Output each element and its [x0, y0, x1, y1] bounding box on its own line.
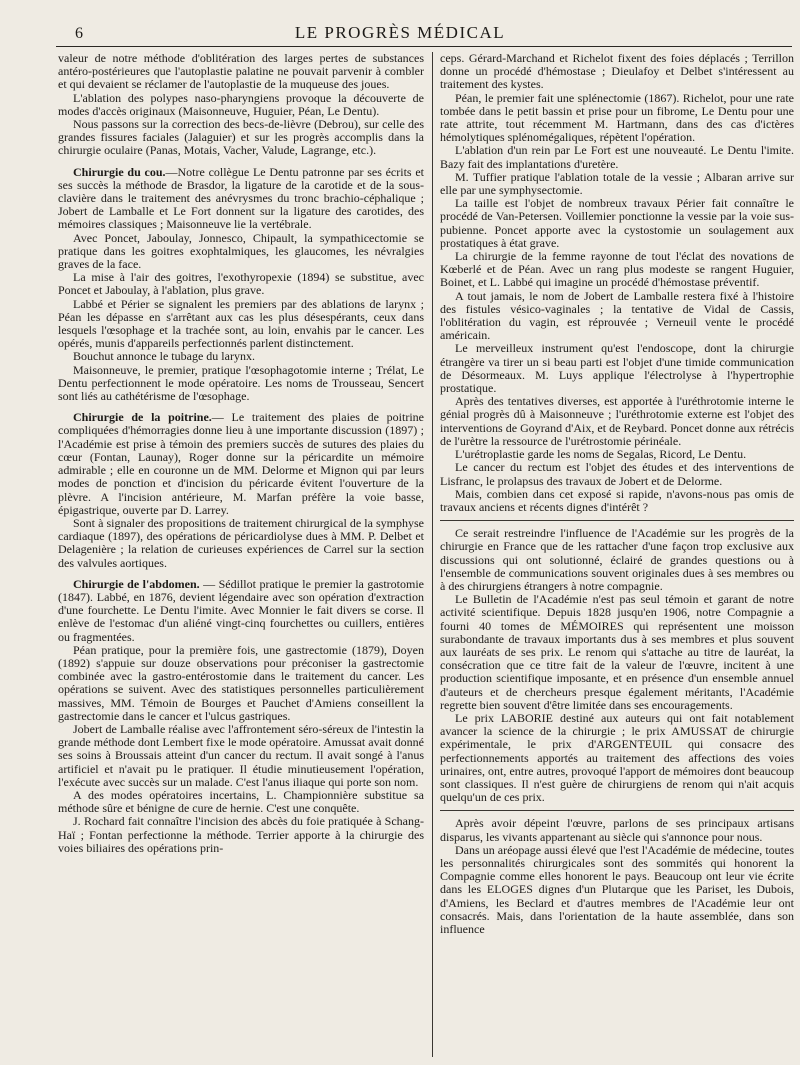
- section-paragraph: [58, 411, 424, 517]
- left-column: [58, 52, 424, 1057]
- page-number: 6: [75, 25, 83, 42]
- paragraph: Le merveilleux instrument qu'est l'endoscope, dont la chirurgie étrangère va tirer un si beau parti est l'objet d'une timide communication de Désormeaux. M. Luys applique l'électrolyse à l'hypertrophie prostatique.: [440, 341, 794, 396]
- paragraph: Bouchut annonce le tubage du larynx.: [73, 349, 255, 364]
- paragraph: Après des tentatives diverses, est apportée à l'uréthrotomie interne le génial progrès dû à Maisonneuve ; l'uréthrotomie externe est l'objet des interventions de Goyrand d'Aix, et de Reybard. Poncet donne aux rétrécis de l'urètre la ressource de l'urétrostomie périnéale.: [440, 394, 794, 448]
- paragraph: Maisonneuve, le premier, pratique l'œsophagotomie interne ; Trélat, Le Dentu perfectionnent le mode opératoire. Les noms de Trousseau, Sencert sont liés au cathétérisme de l'œsophage.: [58, 362, 424, 404]
- right-column: [440, 52, 794, 1057]
- section-paragraph: [58, 578, 424, 644]
- section-text: — Sédillot pratique le premier la gastrotomie (1847). Labbé, en 1876, devient légendaire avec son opération d'extraction d'une fourchette. Le Dentu l'imite. Avec Monnier le fait divers se corse. Il enlève de l'estomac d'un aliéné vingt-cinq fourchettes ou cuillers, entières ou fragmentées.: [58, 576, 424, 644]
- paragraph: L'ablation d'un rein par Le Fort est une nouveauté. Le Dentu l'imite. Bazy fait des implantations d'uretère.: [440, 143, 794, 171]
- paragraph: M. Tuffier pratique l'ablation totale de la vessie ; Albaran arrive sur elle par une symphysectomie.: [440, 169, 794, 198]
- paragraph: La mise à l'air des goitres, l'exothyropexie (1894) se substitue, avec Poncet et Jaboulay, à l'ablation, plus grave.: [58, 270, 424, 298]
- paragraph: Labbé et Périer se signalent les premiers par des ablations de larynx ; Péan les dépasse en s'arrêtant aux cas les plus désespérants, ceux dans lesquels l'œsophage et la trachée sont, au loin, envahis par le cancer. Les opérés, munis d'appareils perfectionnés parlent distinctement.: [58, 296, 424, 351]
- paragraph: Le prix LABORIE destiné aux auteurs qui ont fait notablement avancer la science de la chirurgie ; le prix AMUSSAT de chirurgie expérimentale, le prix d'ARGENTEUIL qui consacre des perfectionnements apportés au traitement des affections des voies urinaires, ont, entre autres, provoqué l'apport de mémoires dont beaucoup sont classiques. Il n'est guère de chirurgiens de renom qui n'ait acquis quelqu'un de ces prix.: [440, 710, 794, 805]
- section-text: — Le traitement des plaies de poitrine compliquées d'hémorragies donne lieu à une importante discussion (1897) ; l'Académie est prise à témoin des premiers succès de sutures des plaies du cœur (Fontan, Launay), Roger donne sur la péricardite un mémoire admirable ; elle en couronne un de MM. Delorme et Mignon qui par leurs modes de ponction et d'incision du péricarde évitent l'ouverture de la plèvre. A l'incision antérieure, M. Marfan préfère la voie basse, épigastrique, ouverte par D. Larrey.: [58, 410, 424, 517]
- paragraph: Nous passons sur la correction des becs-de-lièvre (Debrou), sur celle des grandes fissures faciales (Jalaguier) et sur les progrès accomplis dans la chirurgie oculaire (Panas, Motais, Vacher, Valude, Lagrange, etc.).: [58, 117, 424, 158]
- column-divider: [432, 52, 433, 1057]
- paragraph: Ce serait restreindre l'influence de l'Académie sur les progrès de la chirurgie en France que de les rattacher d'une façon trop exclusive aux discussions qui ont solutionné, éclairé de grandes questions ou à l'ensemble de communications souvent originales dues à ses membres ou à des chirurgiens étrangers à notre compagnie.: [440, 526, 794, 593]
- paragraph: Le cancer du rectum est l'objet des études et des interventions de Lisfranc, le prolapsus des travaux de Jobert et de Delorme.: [440, 460, 794, 488]
- section-separator: [440, 520, 794, 521]
- paragraph: Après avoir dépeint l'œuvre, parlons de ses principaux artisans disparus, les vivants appartenant au siècle qui s'annonce pour nous.: [440, 816, 794, 844]
- section-heading: Chirurgie de l'abdomen.: [73, 576, 200, 591]
- paragraph: Péan, le premier fait une splénectomie (1867). Richelot, pour une rate tombée dans le petit bassin et prise pour un fibrome, Le Dentu pour une rate attrite, tout récemment M. Hartmann, dans des cas d'ictères hémolytiques splénomégaliques, répètent l'opération.: [440, 90, 794, 145]
- section-paragraph: [58, 166, 424, 232]
- paragraph: ceps. Gérard-Marchand et Richelot fixent des foies déplacés ; Terrillon donne un procédé d'hémostase ; Dieulafoy et Delbet s'intéressent au traitement des kystes.: [440, 52, 794, 92]
- paragraph: Mais, combien dans cet exposé si rapide, n'avons-nous pas omis de travaux anciens et récents dignes d'intérêt ?: [440, 486, 794, 514]
- paragraph: L'urétroplastie garde les noms de Segalas, Ricord, Le Dentu.: [455, 447, 747, 462]
- section-heading: Chirurgie de la poitrine.: [73, 410, 212, 425]
- section-separator: [440, 810, 794, 811]
- paragraph: A tout jamais, le nom de Jobert de Lamballe restera fixé à l'histoire des fistules vésico-vaginales ; la tentative de Vidal de Cassis, l'oblitération du vagin, est réprouvée ; Verneuil vente le procédé américain.: [440, 288, 794, 343]
- paragraph: Avec Poncet, Jaboulay, Jonnesco, Chipault, la sympathicectomie se pratique dans les goitres exophtalmiques, les glaucomes, les névralgies graves de la face.: [58, 230, 424, 272]
- paragraph: Péan pratique, pour la première fois, une gastrectomie (1879), Doyen (1892) s'appuie sur douze observations pour préconiser la gastrectomie combinée avec la gastro-entérostomie dans le traitement du cancer. Les opérations se suivent. Avec des statistiques personnelles particulièrement massives, MM. Témoin de Bourges et Pauchet d'Amiens conseillent la gastrectomie dans le cancer et l'ulcus gastriques.: [58, 642, 424, 723]
- paragraph: Dans un aréopage aussi élevé que l'est l'Académie de médecine, toutes les personnalités chirurgicales sont des sommités qui honorent la Compagnie comme elles honorent le pays. Beaucoup ont leur vie écrite dans les ELOGES dignes d'un Plutarque que les Pariset, les Dubois, d'Amiens, les Beclard et d'autres membres de l'Académie leur ont consacrés. Mais, dans l'orientation de la haute assemblée, dans son influence: [440, 842, 794, 936]
- journal-title: LE PROGRÈS MÉDICAL: [294, 23, 506, 42]
- paragraph: J. Rochard fait connaître l'incision des abcès du foie pratiquée à Schang-Haï ; Fontan perfectionne la méthode. Terrier apporte à la chirurgie des voies biliaires des opérations prin-: [58, 814, 424, 855]
- paragraph: La taille est l'objet de nombreux travaux Périer fait connaître le procédé de Van-Petersen. Voillemier ponctionne la vessie par la voie sus-pubienne. Poncet apporte avec la cystostomie un soulagement aux prostatiques à état grave.: [440, 196, 794, 250]
- header-rule: [56, 46, 792, 47]
- paragraph: Jobert de Lamballe réalise avec l'affrontement séro-séreux de l'intestin la grande méthode dont Lembert fixe le mode opératoire. Amussat avait donné ses soins à Broussais atteint d'un cancer du rectum. Il avait songé à l'anus artificiel et n'avait pu le pratiquer. Il étudie minutieusement l'opération, l'exécute avec succès sur un malade. C'est l'anus iliaque qui porte son nom.: [58, 721, 424, 789]
- paragraph: La chirurgie de la femme rayonne de tout l'éclat des novations de Kœberlé et de Péan. Avec un rang plus modeste se rangent Huguier, Boinet, et L. Labbé qui imagine un procédé d'hémostase préventif.: [440, 249, 794, 290]
- paragraph: A des modes opératoires incertains, L. Championnière substitue sa méthode sûre et bénigne de cure de hernie. C'est une conquête.: [58, 787, 424, 816]
- paragraph: L'ablation des polypes naso-pharyngiens provoque la découverte de modes d'accès originaux (Maisonneuve, Huguier, Péan, Le Dentu).: [58, 90, 424, 118]
- section-heading: Chirurgie du cou.: [73, 164, 166, 179]
- paragraph: Le Bulletin de l'Académie n'est pas seul témoin et garant de notre activité scientifique. Depuis 1828 jusqu'en 1906, notre Compagnie a fourni 40 tomes de MÉMOIRES qui représentent une moisson surabondante de travaux importants dus à ses membres et plus souvent aux lauréats de ses prix. Le renom qui s'attache au titre de lauréat, la consécration que ce titre fait de la valeur de l'œuvre, incitent à une production scientifique imposante, et en présence d'un ensemble annuel d'auteurs et de chercheurs presque également méritants, l'Académie regrette bien souvent d'être limitée dans ses encouragements.: [440, 592, 794, 712]
- page-header: [0, 0, 800, 50]
- section-text: —Notre collègue Le Dentu patronne par ses écrits et ses succès la méthode de Brasdor, la ligature de la carotide et de la sous-clavière dans le traitement des anévrysmes du tronc brachio-céphalique ; Jobert de Lamballe et Le Fort donnent sur la ligature des carotides, des mémoires classiques ; Maisonneuve lie la vertébrale.: [58, 164, 424, 232]
- paragraph: valeur de notre méthode d'oblitération des larges pertes de substances antéro-postérieures que l'autoplastie palatine ne pouvait parvenir à combler et qui devaient se réclamer de l'autoplastie de la muqueuse des joues.: [58, 52, 424, 92]
- paragraph: Sont à signaler des propositions de traitement chirurgical de la symphyse cardiaque (1897), des opérations de péricardiolyse dues à MM. P. Delbet et Delagenière ; la relation de curieuses expériences de Carrel sur la section des valvules aortiques.: [58, 515, 424, 570]
